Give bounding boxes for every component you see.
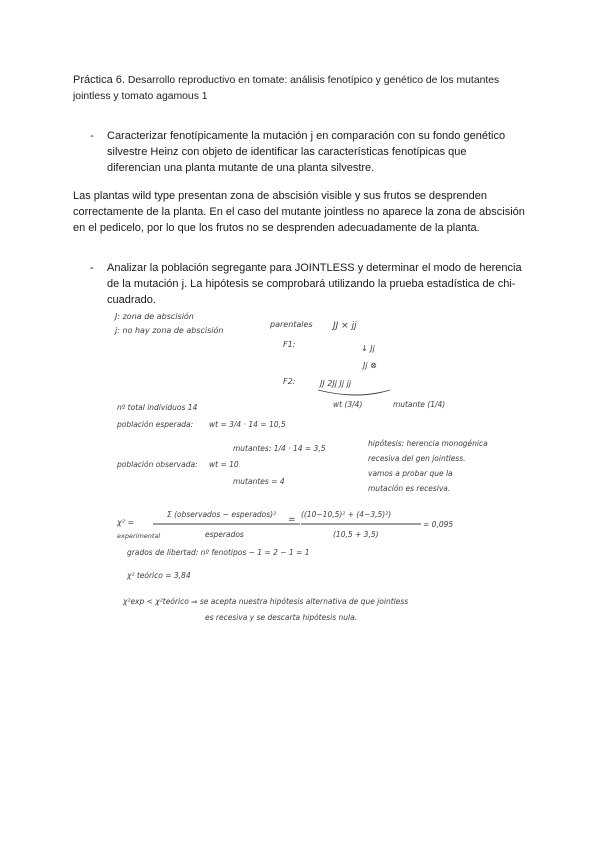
note-chi-symbol: χ² = (117, 518, 135, 527)
note-f1-self: Jj ⊗ (363, 361, 377, 370)
note-parentales: parentales (270, 320, 313, 329)
objective-text: Analizar la población segregante para JOINTLESS y determinar el modo de herencia de la mutación j. La hipótesis se comprobará utilizando la prueba estadística de chi-cuadrado. (107, 262, 522, 306)
note-hypothesis-2: recesiva del gen jointless. (368, 454, 466, 463)
note-expected-wt: wt = 3/4 · 14 = 10,5 (209, 420, 286, 429)
note-f1-label: F1: (283, 340, 296, 349)
note-chi-numerator: Σ (observados − esperados)² (167, 510, 277, 519)
note-total-individuals: nº total individuos 14 (117, 403, 198, 412)
note-chi-result: = 0,095 (423, 520, 454, 529)
note-hypothesis-4: mutación es recesiva. (368, 484, 451, 493)
note-hypothesis-3: vamos a probar que la (368, 469, 453, 478)
note-hypothesis-1: hipótesis: herencia monogénica (368, 439, 488, 448)
note-f1-genotype: ↓ Jj (361, 344, 375, 353)
note-f2-brace (318, 390, 390, 395)
note-degrees-freedom: grados de libertad: nº fenotipos − 1 = 2 − 1 = 1 (127, 548, 310, 557)
practice-subtitle: Desarrollo reproductivo en tomate: análisis fenotípico y genético de los mutantes jointless y tomato agamous 1 (73, 75, 500, 102)
note-conclusion-1: χ²exp < χ²teórico ⇒ se acepta nuestra hipótesis alternativa de que jointless (123, 597, 409, 606)
note-observed-label: población observada: (117, 460, 198, 469)
note-chi-subscript: experimental (117, 532, 161, 540)
note-parental-cross: JJ × jj (333, 321, 357, 331)
note-f2-wt: wt (3/4) (333, 400, 363, 409)
note-chi-calc-denominator: (10,5 + 3,5) (333, 530, 379, 539)
handwritten-notes (105, 306, 535, 626)
note-expected-mutant: mutantes: 1/4 · 14 = 3,5 (233, 444, 326, 453)
note-conclusion-2: es recesiva y se descarta hipótesis nula. (205, 613, 358, 622)
note-chi-calc-numerator: ((10−10,5)² + (4−3,5)²) (301, 510, 392, 519)
handwritten-notes-drawing (105, 306, 535, 626)
note-chi-equals: = (288, 515, 296, 525)
note-chi-theoretical: χ² teórico = 3,84 (127, 571, 191, 580)
note-allele-recessive: j: no hay zona de abscisión (115, 326, 224, 335)
practice-title (73, 72, 533, 105)
note-expected-label: población esperada: (117, 420, 194, 429)
note-f2-mutant: mutante (1/4) (393, 400, 446, 409)
objective-text: Caracterizar fenotípicamente la mutación j en comparación con su fondo genético silvestre Heinz con objeto de identificar las características fenotípicas que diferencian una planta mutante de una planta silvestre. (107, 130, 506, 174)
note-observed-wt: wt = 10 (209, 460, 239, 469)
note-chi-denominator: esperados (205, 530, 244, 539)
note-f2-genotypes: JJ 2Jj Jj jj (320, 379, 352, 388)
note-f2-label: F2: (283, 377, 296, 386)
note-observed-mutant: mutantes = 4 (233, 477, 285, 486)
bullet-dash: - (90, 262, 94, 274)
phenotype-paragraph: Las plantas wild type presentan zona de abscisión visible y sus frutos se desprenden correctamente de la planta. En el caso del mutante jointless no aparece la zona de abscisión en el pedicelo, por lo que los frutos no se desprenden adecuadamente de la planta. (73, 190, 525, 234)
bullet-dash: - (90, 130, 94, 142)
note-allele-dominant: J: zona de abscisión (115, 312, 194, 321)
practice-number: Práctica 6. (73, 74, 125, 86)
